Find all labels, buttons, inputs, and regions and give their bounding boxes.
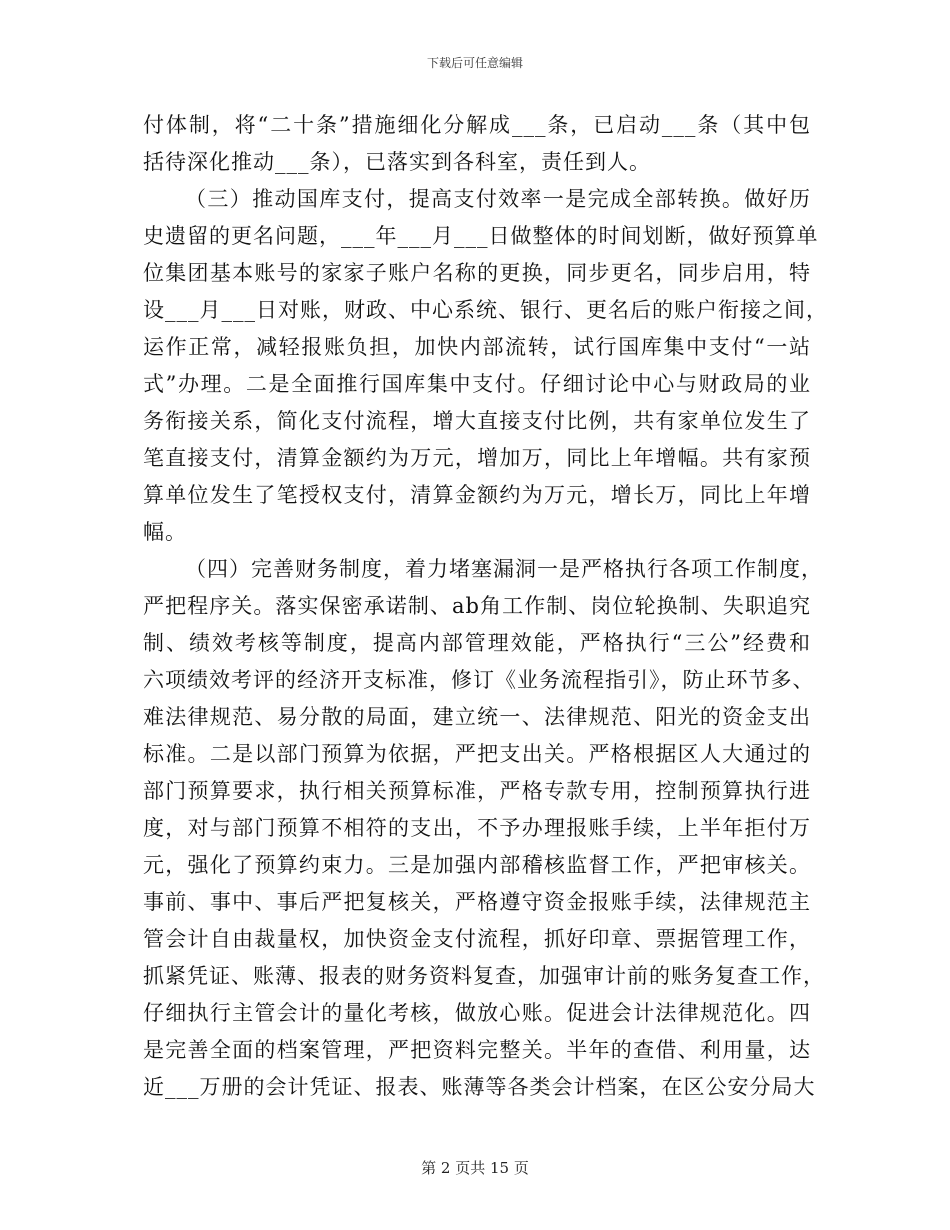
body-line: 近___万册的会计凭证、报表、账薄等各类会计档案，在区公安分局大 [143,1075,816,1099]
body-line: 设___月___日对账，财政、中心系统、银行、更名后的账户衔接之间， [143,298,828,322]
body-line: 幅。 [143,520,187,544]
body-line: 式”办理。二是全面推行国库集中支付。仔细讨论中心与财政局的业 [143,372,811,396]
document-body [143,107,828,1106]
body-line: 严把程序关。落实保密承诺制、ab角工作制、岗位轮换制、失职追究 [143,594,811,618]
body-line: 管会计自由裁量权，加快资金支付流程，抓好印章、票据管理工作， [143,927,811,951]
body-line: 笔直接支付，清算金额约为万元，增加万，同比上年增幅。共有家预 [143,446,811,470]
section-heading-3: （三）推动国库支付，提高支付效率一是完成全部转换。做好历 [185,187,811,211]
body-line: 度，对与部门预算不相符的支出，不予办理报账手续，上半年拒付万 [143,816,811,840]
body-line: 部门预算要求，执行相关预算标准，严格专款专用，控制预算执行进 [143,779,811,803]
body-line: 史遗留的更名问题，___年___月___日做整体的时间划断，做好预算单 [143,224,819,248]
page-header-note: 下载后可任意编辑 [426,56,523,70]
body-line: 事前、事中、事后严把复核关，严格遵守资金报账手续，法律规范主 [143,890,811,914]
body-line: 务衔接关系，简化支付流程，增大直接支付比例，共有家单位发生了 [143,409,811,433]
body-line: 仔细执行主管会计的量化考核，做放心账。促进会计法律规范化。四 [143,1001,811,1025]
body-line: 抓紧凭证、账薄、报表的财务资料复查，加强审计前的账务复查工作， [143,964,825,988]
body-line: 运作正常，减轻报账负担，加快内部流转，试行国库集中支付“一站 [143,335,811,359]
body-line: 标准。二是以部门预算为依据，严把支出关。严格根据区人大通过的 [143,742,811,766]
body-line: 制、绩效考核等制度，提高内部管理效能，严格执行“三公”经费和 [143,631,811,655]
body-line: 六项绩效考评的经济开支标准，修订《业务流程指引》，防止环节多、 [143,668,815,692]
body-line: 位集团基本账号的家家子账户名称的更换，同步更名，同步启用，特 [143,261,811,285]
body-line: 是完善全面的档案管理，严把资料完整关。半年的查借、利用量，达 [143,1038,811,1062]
body-line: 算单位发生了笔授权支付，清算金额约为万元，增长万，同比上年增 [143,483,811,507]
body-line: 难法律规范、易分散的局面，建立统一、法律规范、阳光的资金支出 [143,705,811,729]
body-line: 付体制，将“二十条”措施细化分解成___条，已启动___条（其中包 [143,113,811,137]
body-line: 括待深化推动___条），已落实到各科室，责任到人。 [143,150,651,174]
section-heading-4: （四）完善财务制度，着力堵塞漏洞一是严格执行各项工作制度， [185,557,823,581]
body-line: 元，强化了预算约束力。三是加强内部稽核监督工作，严把审核关。 [143,853,811,877]
page-number-footer: 第 2 页共 15 页 [421,1159,529,1177]
